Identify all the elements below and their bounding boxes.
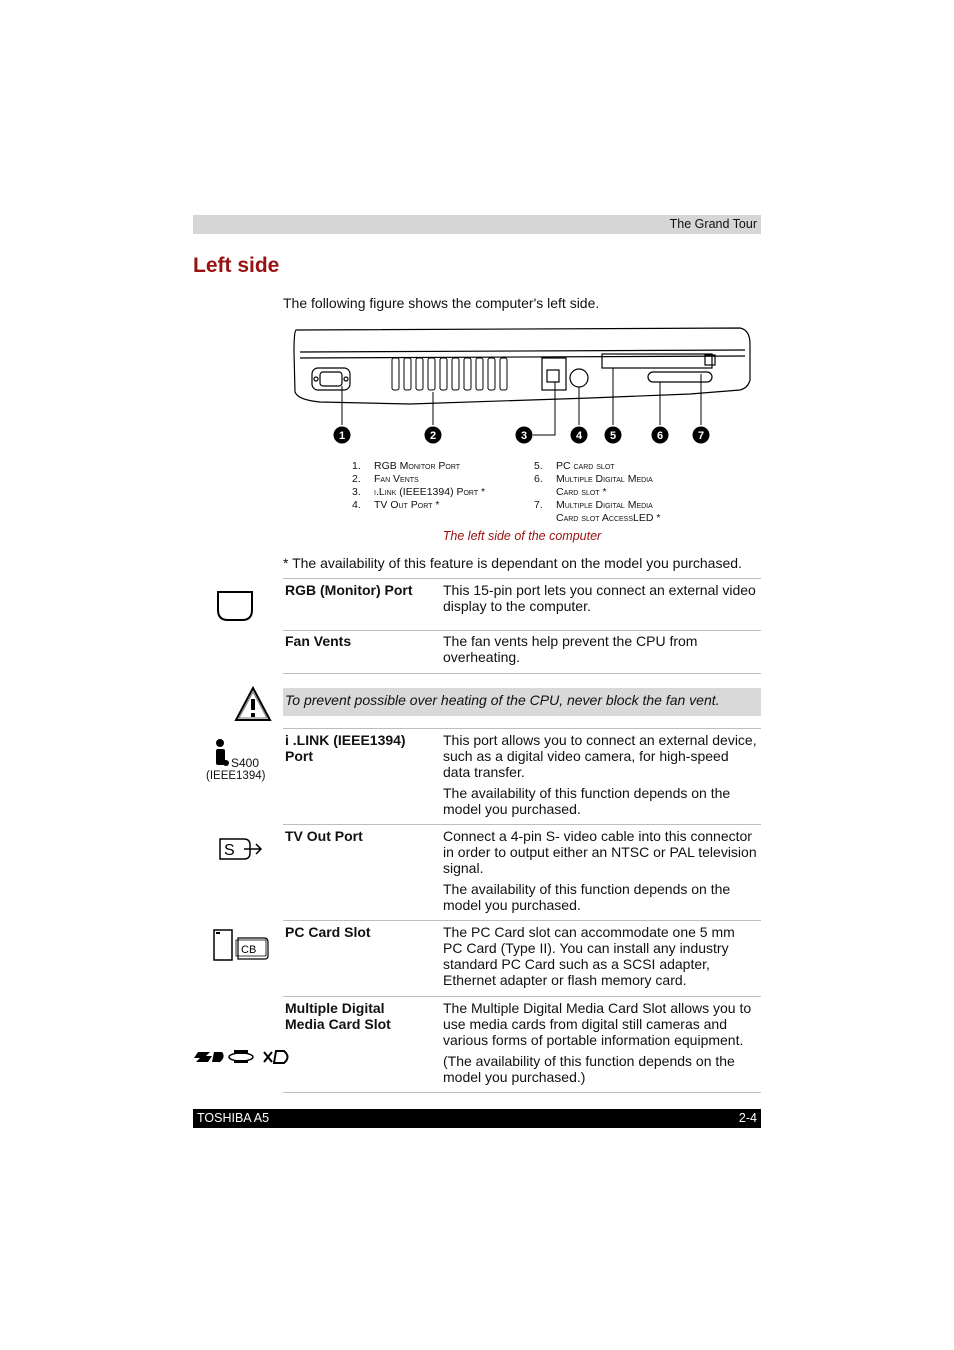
- pc-card-icon: [212, 928, 270, 962]
- callout-label-5: 5: [609, 430, 617, 442]
- callout-label-7: 7: [697, 430, 705, 442]
- intro-text: The following figure shows the computer's left side.: [283, 295, 600, 311]
- warning-text: To prevent possible over heating of the CPU, never block the fan vent.: [285, 692, 720, 708]
- row-divider: [283, 996, 761, 997]
- media-card-logos-icon: [194, 1046, 294, 1066]
- callout-label-4: 4: [575, 430, 583, 442]
- legend-item: 6. Multiple Digital Media: [534, 473, 653, 485]
- page-footer: [193, 1109, 761, 1128]
- callout-label-3: 3: [520, 430, 528, 442]
- callout-leaders: [342, 368, 701, 435]
- legend-item: 5. PC card slot: [534, 460, 615, 472]
- row-divider: [283, 578, 761, 579]
- laptop-left-side-figure: [290, 322, 760, 447]
- figure-legend-left: [352, 460, 485, 512]
- callout-label-6: 6: [656, 430, 664, 442]
- figure-legend-right: [534, 460, 660, 525]
- monitor-port-icon: [214, 588, 256, 624]
- legend-item: 1. RGB Monitor Port: [352, 460, 461, 472]
- ilink-speed-label: S400: [231, 756, 260, 770]
- pc-card-icon-text: CB: [241, 944, 257, 956]
- ilink-icon: [212, 738, 230, 770]
- memory-stick-logo-icon: [229, 1050, 253, 1063]
- term-tv-out: TV Out Port: [285, 828, 363, 844]
- header-section: The Grand Tour: [669, 217, 757, 231]
- footer-product: TOSHIBA A5: [197, 1111, 270, 1125]
- footer-page-number: 2-4: [738, 1111, 757, 1125]
- running-header: [193, 215, 761, 234]
- desc-pc-card: The PC Card slot can accommodate one 5 mm PC Card (Type II). You can install any industry standard PC Card such as a SCSI adapter, Ethernet adapter or flash memory card.: [443, 924, 735, 988]
- row-divider: [283, 673, 761, 674]
- fan-vent-slots: [392, 358, 507, 390]
- tv-out-icon: [218, 835, 264, 863]
- legend-item: 7. Multiple Digital Media: [534, 499, 653, 511]
- term-multi-media-slot: Multiple Digital Media Card Slot: [285, 1000, 391, 1032]
- legend-item: Card slot AccessLED *: [556, 512, 661, 524]
- term-pc-card: PC Card Slot: [285, 924, 371, 940]
- row-divider: [283, 728, 761, 729]
- desc-ilink-port: This port allows you to connect an external device, such as a digital video camera, for high-speed data transfer. The availability of this function depends on the model you purchased.: [443, 732, 757, 817]
- availability-footnote: * The availability of this feature is dependant on the model you purchased.: [283, 555, 742, 571]
- desc-rgb-port: This 15-pin port lets you connect an external video display to the computer.: [443, 582, 756, 614]
- row-divider: [283, 824, 761, 825]
- legend-item: 4. TV Out Port *: [352, 499, 440, 511]
- xd-logo-icon: [264, 1051, 288, 1063]
- term-fan-vents: Fan Vents: [285, 633, 352, 649]
- callout-label-1: 1: [338, 430, 346, 442]
- legend-item: Card slot *: [556, 486, 607, 498]
- warning-icon: [234, 686, 272, 722]
- term-rgb-port: RGB (Monitor) Port: [285, 582, 413, 598]
- desc-multi-media-slot: The Multiple Digital Media Card Slot allows you to use media cards from digital still cameras and various forms of portable information equipment. (The availability of this function depends on the model you purchased.): [443, 1000, 752, 1085]
- row-divider: [283, 1092, 761, 1093]
- row-divider: [283, 920, 761, 921]
- figure-caption: The left side of the computer: [442, 529, 602, 543]
- legend-item: 2. Fan Vents: [352, 473, 419, 485]
- callout-label-2: 2: [429, 430, 437, 442]
- desc-tv-out: Connect a 4-pin S- video cable into this connector in order to output either an NTSC or PAL television signal. The availability of this function depends on the model you purchased.: [443, 828, 757, 913]
- sd-logo-icon: [194, 1052, 224, 1062]
- page-title: Left side: [193, 254, 280, 277]
- term-ilink-port: i .LINK (IEEE1394) Port: [285, 732, 406, 764]
- ilink-standard-label: (IEEE1394): [206, 770, 266, 782]
- warning-box: [283, 688, 761, 716]
- legend-item: 3. i.Link (IEEE1394) Port *: [352, 486, 486, 498]
- tv-out-icon-letter: S: [224, 842, 235, 859]
- row-divider: [283, 630, 761, 631]
- desc-fan-vents: The fan vents help prevent the CPU from overheating.: [443, 633, 698, 665]
